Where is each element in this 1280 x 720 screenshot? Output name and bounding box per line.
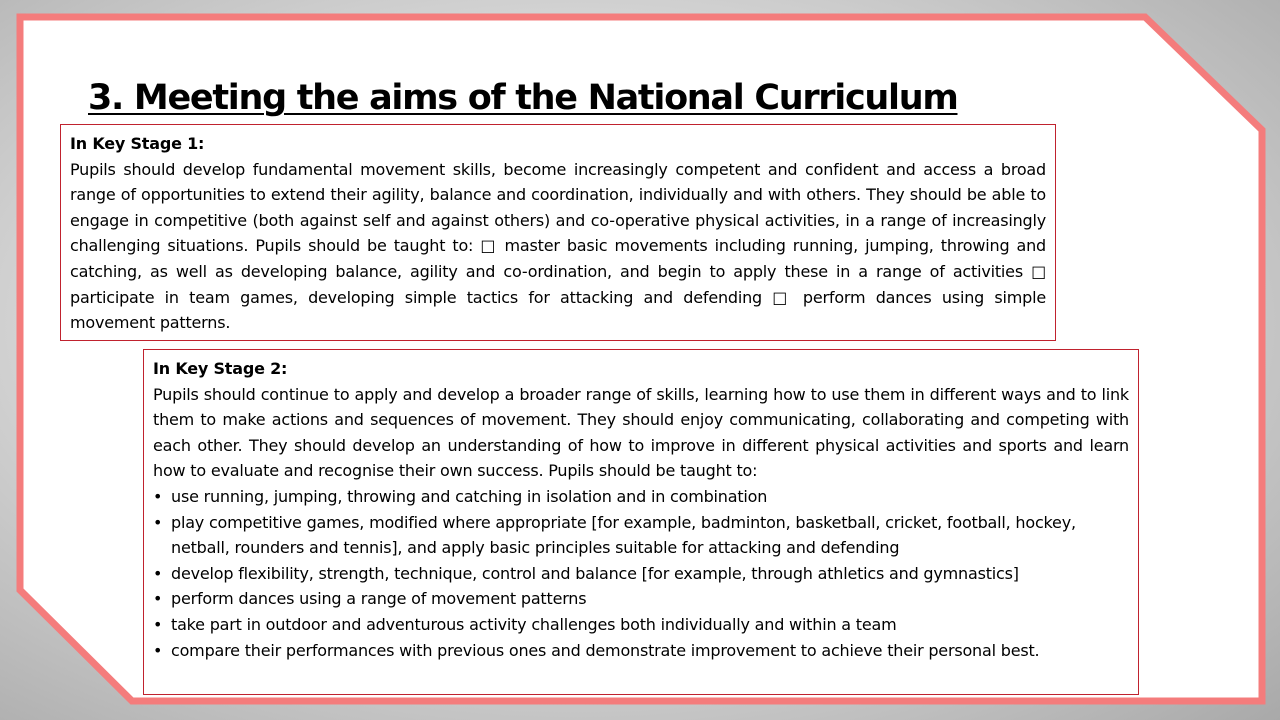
list-item-text: perform dances using a range of movement patterns	[171, 589, 587, 609]
list-item	[153, 612, 1129, 638]
key-stage-2-bullet-list	[153, 484, 1129, 663]
bullet-icon: •	[153, 589, 163, 609]
key-stage-1-box	[60, 124, 1056, 341]
bullet-icon: •	[153, 512, 163, 532]
list-item	[153, 484, 1129, 510]
list-item-text: develop flexibility, strength, technique, control and balance [for example, through athletics and gymnastics]	[171, 563, 1019, 583]
key-stage-2-heading: In Key Stage 2:	[153, 359, 288, 378]
key-stage-2-body: Pupils should continue to apply and develop a broader range of skills, learning how to use them in different ways and to link them to make actions and sequences of movement. They should enjoy communicating, collaborating and competing with each other. They should develop an understanding of how to improve in different physical activities and sports and learn how to evaluate and recognise their own success. Pupils should be taught to:	[153, 384, 1129, 481]
slide-title: 3. Meeting the aims of the National Curriculum	[88, 78, 958, 118]
key-stage-1-body: Pupils should develop fundamental movement skills, become increasingly competent and confident and access a broad range of opportunities to extend their agility, balance and coordination, individually and with others. They should be able to engage in competitive (both against self and against others) and co-operative physical activities, in a range of increasingly challenging situations. Pupils should be taught to: □ master basic movements including running, jumping, throwing and catching, as well as developing balance, agility and co-ordination, and begin to apply these in a range of activities □ participate in team games, developing simple tactics for attacking and defending □ perform dances using simple movement patterns.	[70, 159, 1046, 333]
bullet-icon: •	[153, 614, 163, 634]
key-stage-1-heading: In Key Stage 1:	[70, 134, 205, 153]
list-item	[153, 586, 1129, 612]
list-item	[153, 638, 1129, 664]
bullet-icon: •	[153, 640, 163, 660]
list-item	[153, 510, 1129, 561]
list-item-text: use running, jumping, throwing and catching in isolation and in combination	[171, 486, 768, 506]
key-stage-2-box	[143, 349, 1139, 695]
list-item-text: take part in outdoor and adventurous activity challenges both individually and within a team	[171, 614, 897, 634]
list-item-text: compare their performances with previous ones and demonstrate improvement to achieve their personal best.	[171, 640, 1040, 660]
bullet-icon: •	[153, 486, 163, 506]
list-item-text: play competitive games, modified where appropriate [for example, badminton, basketball, cricket, football, hockey, netball, rounders and tennis], and apply basic principles suitable for attacking and defending	[171, 512, 1076, 558]
bullet-icon: •	[153, 563, 163, 583]
list-item	[153, 561, 1129, 587]
